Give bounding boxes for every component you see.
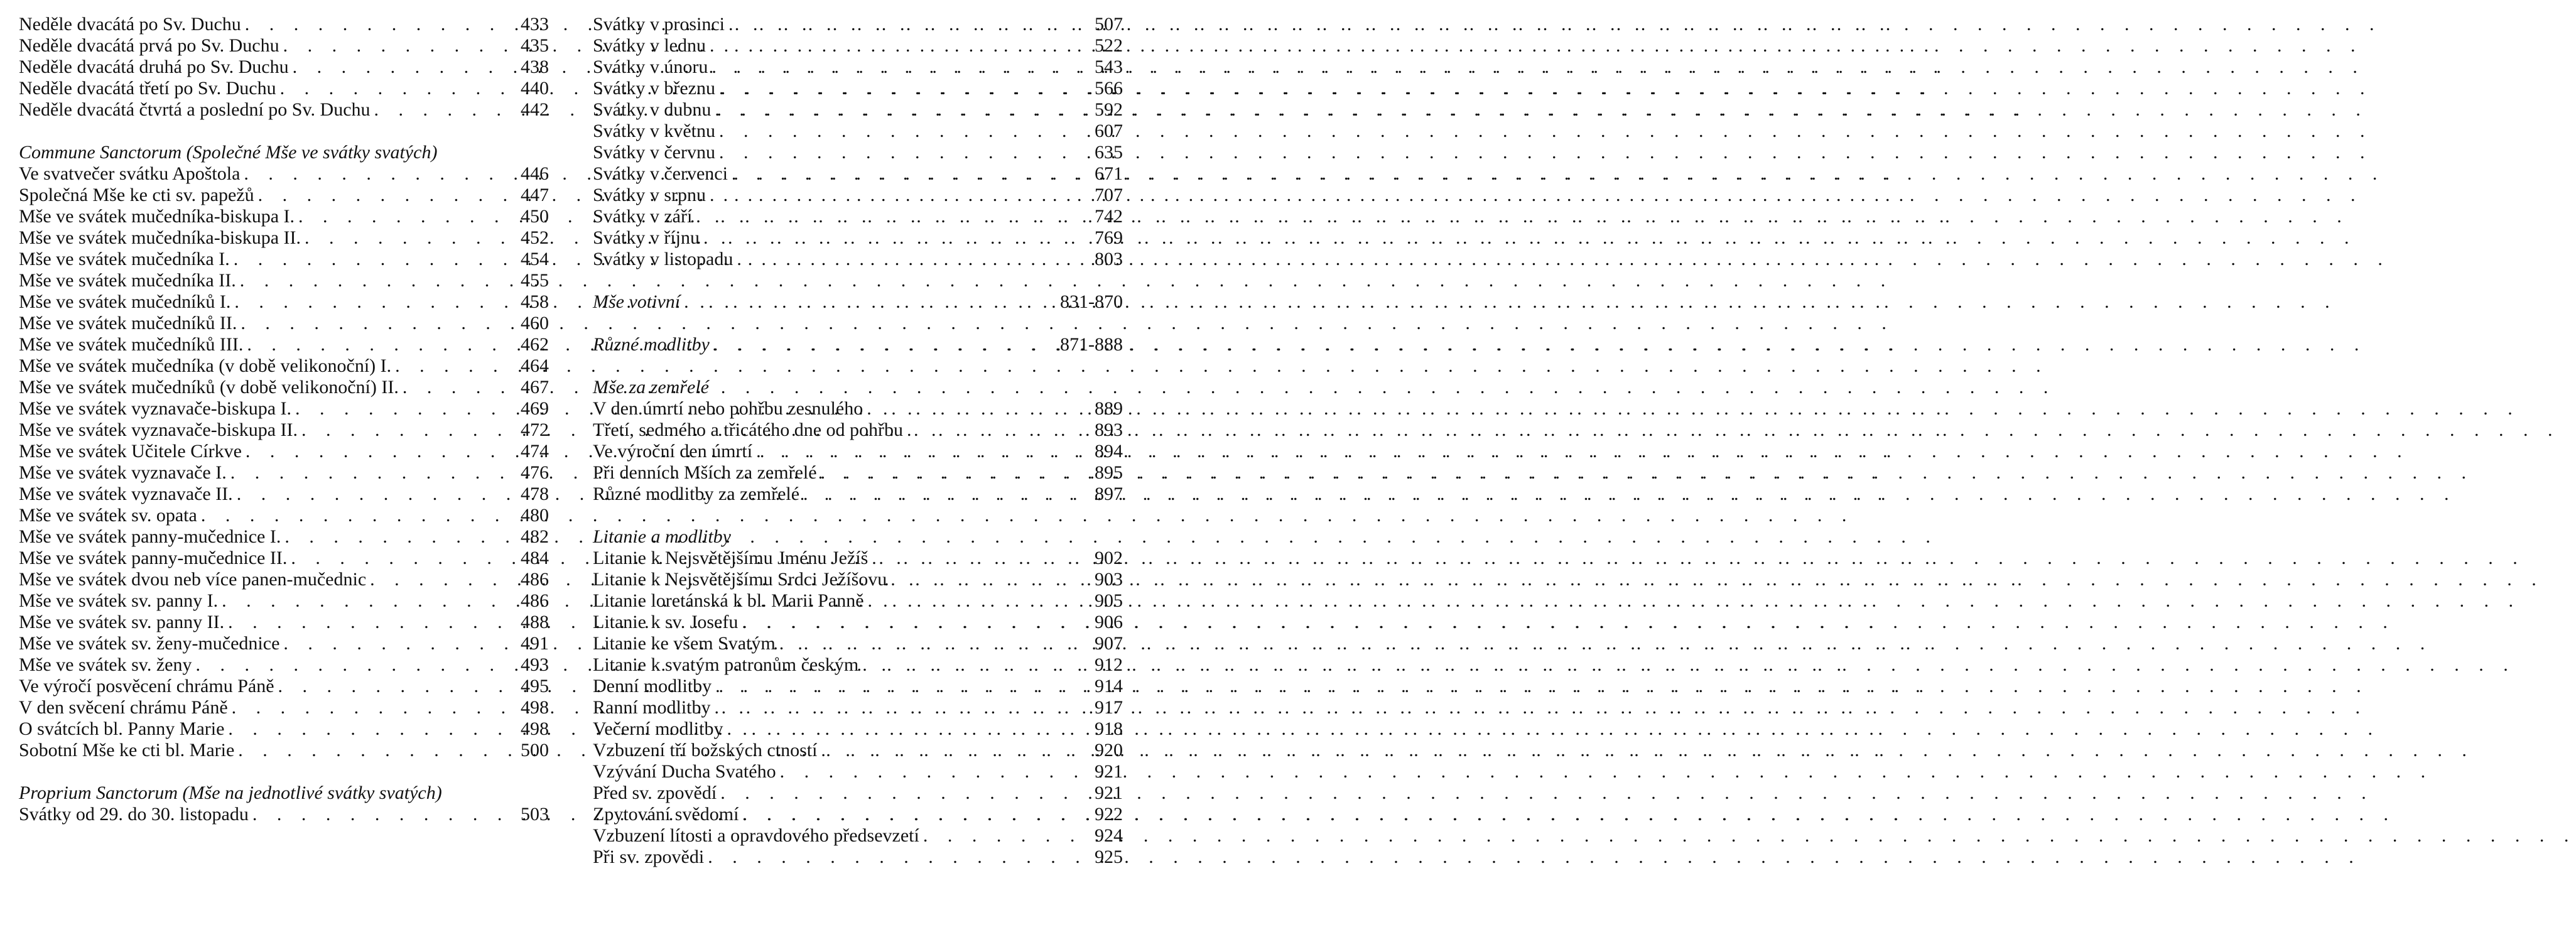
dot-leader — [680, 291, 1056, 313]
entry-title: Svátky v únoru — [593, 57, 708, 77]
entry-title: V den úmrtí nebo pohřbu zesnulého — [593, 398, 863, 419]
entry-page-number: 592 — [1095, 99, 1123, 120]
toc-entry — [19, 420, 549, 441]
toc-entry — [593, 612, 1123, 633]
toc-entry — [19, 35, 549, 57]
dot-leader — [715, 78, 1091, 99]
dot-leader — [301, 227, 517, 249]
toc-entry — [19, 291, 549, 313]
entry-page-number: 907 — [1095, 633, 1123, 654]
dot-leader — [230, 249, 517, 270]
entry-page-number: 433 — [521, 14, 549, 35]
entry-title: Mše ve svátek mučedníka-biskupa II. — [19, 227, 301, 248]
dot-leader — [242, 441, 517, 462]
section-spacer — [593, 270, 1123, 291]
entry-title: Svátky v květnu — [593, 121, 715, 141]
dot-leader — [295, 206, 517, 227]
toc-entry — [19, 633, 549, 654]
toc-entry — [593, 633, 1123, 654]
toc-entry — [19, 14, 549, 35]
dot-leader — [291, 398, 517, 420]
entry-page-number: 482 — [521, 526, 549, 547]
entry-page-number: 921 — [1095, 761, 1123, 782]
dot-leader — [739, 804, 1091, 825]
toc-entry — [593, 398, 1123, 420]
toc-entry — [19, 441, 549, 462]
entry-page-number: 484 — [521, 548, 549, 568]
toc-entry — [593, 654, 1123, 676]
toc-entry — [593, 782, 1123, 804]
entry-title: Neděle dvacátá druhá po Sv. Duchu — [19, 57, 289, 77]
entry-title: Mše ve svátek vyznavače-biskupa I. — [19, 398, 292, 419]
entry-page-number: 455 — [521, 270, 549, 291]
toc-entry — [593, 548, 1123, 569]
section-heading: Mše za zemřelé — [593, 377, 709, 398]
entry-title: Při denních Mších za zemřelé — [593, 462, 817, 483]
entry-title: Mše ve svátek mučedníka I. — [19, 249, 230, 269]
entry-title: Třetí, sedmého a třicátého dne od pohřbu — [593, 420, 904, 440]
entry-page-number: 924 — [1095, 825, 1123, 846]
entry-page-number: 922 — [1095, 804, 1123, 825]
toc-entry — [593, 569, 1123, 590]
entry-title: Svátky v lednu — [593, 35, 706, 56]
dot-leader — [391, 355, 517, 377]
entry-title: Svátky v červenci — [593, 163, 728, 184]
entry-page-number: 478 — [521, 484, 549, 504]
toc-entry — [19, 57, 549, 78]
entry-title: V den svěcení chrámu Páně — [19, 697, 228, 718]
entry-title: Mše ve svátek Učitele Církve — [19, 441, 242, 462]
entry-page-number: 522 — [1095, 35, 1123, 56]
entry-title: Litanie k sv. Josefu — [593, 612, 739, 632]
dot-leader — [243, 334, 517, 355]
entry-title: O svátcích bl. Panny Marie — [19, 718, 225, 739]
entry-page-number: 803 — [1095, 249, 1123, 269]
entry-page-number: 450 — [521, 206, 549, 227]
toc-entry — [593, 57, 1123, 78]
dot-leader — [712, 676, 1091, 697]
dot-leader — [706, 185, 1091, 206]
dot-leader — [799, 484, 1091, 505]
toc-entry — [19, 249, 549, 270]
toc-entry — [593, 462, 1123, 484]
entry-title: Svátky v září — [593, 206, 693, 227]
entry-page-number: 440 — [521, 78, 549, 99]
dot-leader — [725, 14, 1091, 35]
toc-entry — [19, 398, 549, 420]
entry-page-number: 566 — [1095, 78, 1123, 99]
toc-entry — [593, 825, 1123, 847]
dot-leader — [700, 227, 1091, 249]
dot-leader — [254, 185, 517, 206]
entry-title: Mše ve svátek sv. panny I. — [19, 590, 219, 611]
dot-leader — [738, 612, 1091, 633]
dot-leader — [706, 35, 1091, 57]
entry-page-number: 635 — [1095, 142, 1123, 163]
dot-leader — [240, 163, 517, 185]
toc-entry — [19, 377, 549, 398]
entry-page-number: 462 — [521, 334, 549, 355]
dot-leader — [863, 398, 1091, 420]
entry-title: Mše ve svátek vyznavače II. — [19, 484, 233, 504]
entry-title: Různé modlitby za zemřelé — [593, 484, 800, 504]
entry-page-number: 889 — [1095, 398, 1123, 419]
dot-leader — [887, 569, 1091, 590]
dot-leader — [279, 35, 517, 57]
entry-title: Mše ve svátek vyznavače-biskupa II. — [19, 420, 298, 440]
entry-page-number: 894 — [1095, 441, 1123, 462]
toc-entry — [19, 612, 549, 633]
entry-page-number: 914 — [1095, 676, 1123, 696]
toc-entry — [593, 697, 1123, 718]
entry-page-number: 902 — [1095, 548, 1123, 568]
entry-title: Mše ve svátek dvou neb více panen-mučednic — [19, 569, 367, 590]
entry-page-number: 831-870 — [1060, 291, 1123, 312]
dot-leader — [858, 654, 1091, 676]
dot-leader — [715, 121, 1091, 142]
entry-page-number: 435 — [521, 35, 549, 56]
entry-page-number: 480 — [521, 505, 549, 526]
entry-page-number: 607 — [1095, 121, 1123, 141]
toc-entry — [593, 420, 1123, 441]
dot-leader — [279, 633, 517, 654]
entry-page-number: 472 — [521, 420, 549, 440]
section-spacer — [593, 313, 1123, 334]
entry-title: Mše ve svátek sv. ženy — [19, 654, 192, 675]
toc-entry — [19, 548, 549, 569]
dot-leader — [704, 847, 1091, 868]
entry-title: Mše ve svátek vyznavače I. — [19, 462, 227, 483]
toc-column-right — [593, 14, 1123, 942]
entry-title: Mše ve svátek mučedníků III. — [19, 334, 244, 355]
toc-column-left — [19, 14, 549, 942]
entry-page-number: 671 — [1095, 163, 1123, 184]
toc-entry — [593, 163, 1123, 185]
toc-entry — [19, 505, 549, 526]
dot-leader — [289, 57, 517, 78]
entry-page-number: 495 — [521, 676, 549, 696]
dot-leader — [728, 163, 1091, 185]
entry-page-number: 918 — [1095, 718, 1123, 739]
toc-entry — [19, 569, 549, 590]
entry-title: Mše ve svátek mučedníků (v době velikonoční) II. — [19, 377, 399, 398]
dot-leader — [776, 761, 1091, 782]
toc-entry — [593, 99, 1123, 121]
entry-title: Při sv. zpovědi — [593, 847, 705, 867]
toc-entry — [593, 740, 1123, 761]
entry-title: Svátky v dubnu — [593, 99, 712, 120]
toc-entry — [593, 185, 1123, 206]
entry-page-number: 903 — [1095, 569, 1123, 590]
toc-entry — [19, 313, 549, 334]
entry-page-number: 507 — [1095, 14, 1123, 35]
toc-entry — [19, 334, 549, 355]
section-heading: Commune Sanctorum (Společné Mše ve svátky svatých) — [19, 142, 438, 163]
entry-page-number: 707 — [1095, 185, 1123, 205]
entry-page-number: 464 — [521, 355, 549, 376]
entry-page-number: 912 — [1095, 654, 1123, 675]
toc-entry — [19, 163, 549, 185]
dot-leader — [692, 206, 1091, 227]
entry-title: Mše ve svátek sv. opata — [19, 505, 197, 526]
entry-title: Neděle dvacátá čtvrtá a poslední po Sv. Duchu — [19, 99, 371, 120]
dot-leader — [227, 462, 517, 484]
toc-entry — [19, 697, 549, 718]
entry-page-number: 895 — [1095, 462, 1123, 483]
entry-page-number: 486 — [521, 569, 549, 590]
entry-title: Ve výroční den úmrtí — [593, 441, 753, 462]
toc-entry — [593, 142, 1123, 163]
toc-entry — [19, 484, 549, 505]
entry-page-number: 906 — [1095, 612, 1123, 632]
dot-leader — [224, 612, 517, 633]
dot-leader — [224, 718, 517, 740]
toc-entry — [19, 804, 549, 825]
toc-entry — [593, 804, 1123, 825]
entry-page-number: 742 — [1095, 206, 1123, 227]
entry-page-number: 500 — [521, 740, 549, 761]
toc-entry — [593, 249, 1123, 270]
entry-title: Mše ve svátek panny-mučednice II. — [19, 548, 288, 568]
dot-leader — [249, 804, 517, 825]
entry-title: Mše ve svátek panny-mučednice I. — [19, 526, 281, 547]
toc-entry — [593, 441, 1123, 462]
entry-title: Neděle dvacátá po Sv. Duchu — [19, 14, 241, 35]
toc-entry — [19, 676, 549, 697]
entry-page-number: 893 — [1095, 420, 1123, 440]
toc-page — [0, 0, 1139, 942]
entry-title: Litanie k svatým patronům českým — [593, 654, 859, 675]
dot-leader — [234, 740, 517, 761]
toc-entry — [19, 526, 549, 548]
toc-entry — [19, 185, 549, 206]
entry-title: Litanie k Nejsvětějšímu Srdci Ježíšovu — [593, 569, 887, 590]
entry-title: Svátky v prosinci — [593, 14, 725, 35]
dot-leader — [776, 633, 1091, 654]
entry-page-number: 498 — [521, 697, 549, 718]
toc-entry — [593, 291, 1123, 313]
dot-leader — [919, 825, 1091, 847]
entry-page-number: 871-888 — [1060, 334, 1123, 355]
entry-title: Svátky v listopadu — [593, 249, 733, 269]
entry-title: Mše ve svátek sv. panny II. — [19, 612, 225, 632]
dot-leader — [371, 99, 517, 121]
dot-leader — [708, 57, 1091, 78]
toc-entry — [19, 740, 549, 761]
entry-page-number: 442 — [521, 99, 549, 120]
entry-title: Neděle dvacátá třetí po Sv. Duchu — [19, 78, 276, 99]
entry-title: Svátky v srpnu — [593, 185, 706, 205]
entry-page-number: 438 — [521, 57, 549, 77]
dot-leader — [711, 99, 1091, 121]
entry-title: Litanie ke všem Svatým — [593, 633, 776, 654]
toc-entry — [19, 718, 549, 740]
dot-leader — [192, 654, 517, 676]
entry-title: Ranní modlitby — [593, 697, 711, 718]
dot-leader — [715, 142, 1091, 163]
dot-leader — [366, 569, 517, 590]
toc-entry — [593, 121, 1123, 142]
entry-page-number: 920 — [1095, 740, 1123, 761]
entry-title: Ve svatvečer svátku Apoštola — [19, 163, 241, 184]
dot-leader — [237, 313, 517, 334]
entry-title: Litanie loretánská k bl. Marii Panně — [593, 590, 864, 611]
toc-entry — [593, 78, 1123, 99]
entry-title: Denní modlitby — [593, 676, 712, 696]
toc-entry — [19, 355, 549, 377]
toc-entry — [19, 227, 549, 249]
section-spacer — [593, 355, 1123, 377]
section-heading: Litanie a modlitby — [593, 526, 731, 547]
toc-entry — [19, 590, 549, 612]
entry-page-number: 486 — [521, 590, 549, 611]
entry-title: Vzývání Ducha Svatého — [593, 761, 776, 782]
dot-leader — [287, 548, 517, 569]
entry-title: Svátky v říjnu — [593, 227, 700, 248]
dot-leader — [274, 676, 517, 697]
dot-leader — [233, 484, 517, 505]
entry-title: Mše ve svátek mučedníka (v době velikonoční) I. — [19, 355, 392, 376]
entry-title: Neděle dvacátá prvá po Sv. Duchu — [19, 35, 279, 56]
dot-leader — [281, 526, 517, 548]
entry-title: Mše ve svátek mučedníka-biskupa I. — [19, 206, 295, 227]
entry-page-number: 469 — [521, 398, 549, 419]
entry-page-number: 458 — [521, 291, 549, 312]
entry-page-number: 474 — [521, 441, 549, 462]
toc-entry — [593, 590, 1123, 612]
entry-page-number: 905 — [1095, 590, 1123, 611]
toc-entry — [19, 654, 549, 676]
entry-title: Různé modlitby — [593, 334, 710, 355]
toc-entry — [19, 206, 549, 227]
dot-leader — [723, 718, 1091, 740]
entry-title: Vzbuzení lítosti a opravdového předsevzetí — [593, 825, 919, 846]
entry-title: Mše ve svátek mučedníků I. — [19, 291, 231, 312]
entry-title: Vzbuzení tří božských ctností — [593, 740, 818, 761]
entry-page-number: 543 — [1095, 57, 1123, 77]
entry-page-number: 454 — [521, 249, 549, 269]
dot-leader — [298, 420, 517, 441]
entry-page-number: 897 — [1095, 484, 1123, 504]
dot-leader — [717, 782, 1091, 804]
entry-page-number: 467 — [521, 377, 549, 398]
entry-title: Zpytování svědomí — [593, 804, 739, 825]
dot-leader — [218, 590, 517, 612]
toc-entry — [593, 227, 1123, 249]
entry-title: Svátky v březnu — [593, 78, 715, 99]
dot-leader — [817, 740, 1091, 761]
toc-entry — [593, 761, 1123, 782]
toc-entry — [593, 847, 1123, 868]
section-spacer — [593, 505, 1123, 526]
toc-entry — [593, 676, 1123, 697]
dot-leader — [230, 291, 517, 313]
dot-leader — [733, 249, 1091, 270]
entry-page-number: 503 — [521, 804, 549, 825]
entry-page-number: 488 — [521, 612, 549, 632]
dot-leader — [864, 590, 1091, 612]
entry-page-number: 917 — [1095, 697, 1123, 718]
dot-leader — [752, 441, 1091, 462]
dot-leader — [197, 505, 517, 526]
entry-page-number: 452 — [521, 227, 549, 248]
entry-title: Sobotní Mše ke cti bl. Marie — [19, 740, 235, 761]
toc-entry — [593, 14, 1123, 35]
entry-page-number: 921 — [1095, 782, 1123, 803]
entry-page-number: 476 — [521, 462, 549, 483]
entry-title: Společná Mše ke cti sv. papežů — [19, 185, 254, 205]
dot-leader — [710, 334, 1056, 355]
section-heading: Proprium Sanctorum (Mše na jednotlivé svátky svatých) — [19, 782, 442, 803]
section-spacer — [19, 761, 549, 782]
entry-page-number: 498 — [521, 718, 549, 739]
dot-leader — [276, 78, 517, 99]
entry-title: Svátky v červnu — [593, 142, 715, 163]
dot-leader — [399, 377, 517, 398]
entry-title: Mše ve svátek mučedníků II. — [19, 313, 237, 333]
toc-entry — [593, 334, 1123, 355]
dot-leader — [903, 420, 1091, 441]
dot-leader — [236, 270, 517, 291]
entry-title: Mše ve svátek mučedníka II. — [19, 270, 236, 291]
dot-leader — [228, 697, 517, 718]
section-spacer — [19, 121, 549, 142]
entry-title: Svátky od 29. do 30. listopadu — [19, 804, 249, 825]
dot-leader — [868, 548, 1091, 569]
entry-title: Mše ve svátek sv. ženy-mučednice — [19, 633, 280, 654]
entry-title: Večerní modlitby — [593, 718, 723, 739]
entry-title: Ve výročí posvěcení chrámu Páně — [19, 676, 274, 696]
dot-leader — [817, 462, 1091, 484]
toc-entry — [593, 35, 1123, 57]
entry-page-number: 446 — [521, 163, 549, 184]
toc-entry — [19, 270, 549, 291]
toc-entry — [19, 462, 549, 484]
toc-entry — [19, 78, 549, 99]
entry-page-number: 925 — [1095, 847, 1123, 867]
toc-entry — [593, 206, 1123, 227]
toc-entry — [19, 99, 549, 121]
toc-entry — [593, 484, 1123, 505]
entry-title: Litanie k Nejsvětějšímu Jménu Ježíš — [593, 548, 869, 568]
entry-title: Před sv. zpovědí — [593, 782, 717, 803]
entry-title: Mše votivní — [593, 291, 681, 312]
dot-leader — [711, 697, 1091, 718]
entry-page-number: 493 — [521, 654, 549, 675]
entry-page-number: 460 — [521, 313, 549, 333]
toc-entry — [593, 718, 1123, 740]
entry-page-number: 769 — [1095, 227, 1123, 248]
dot-leader — [241, 14, 517, 35]
entry-page-number: 447 — [521, 185, 549, 205]
entry-page-number: 491 — [521, 633, 549, 654]
